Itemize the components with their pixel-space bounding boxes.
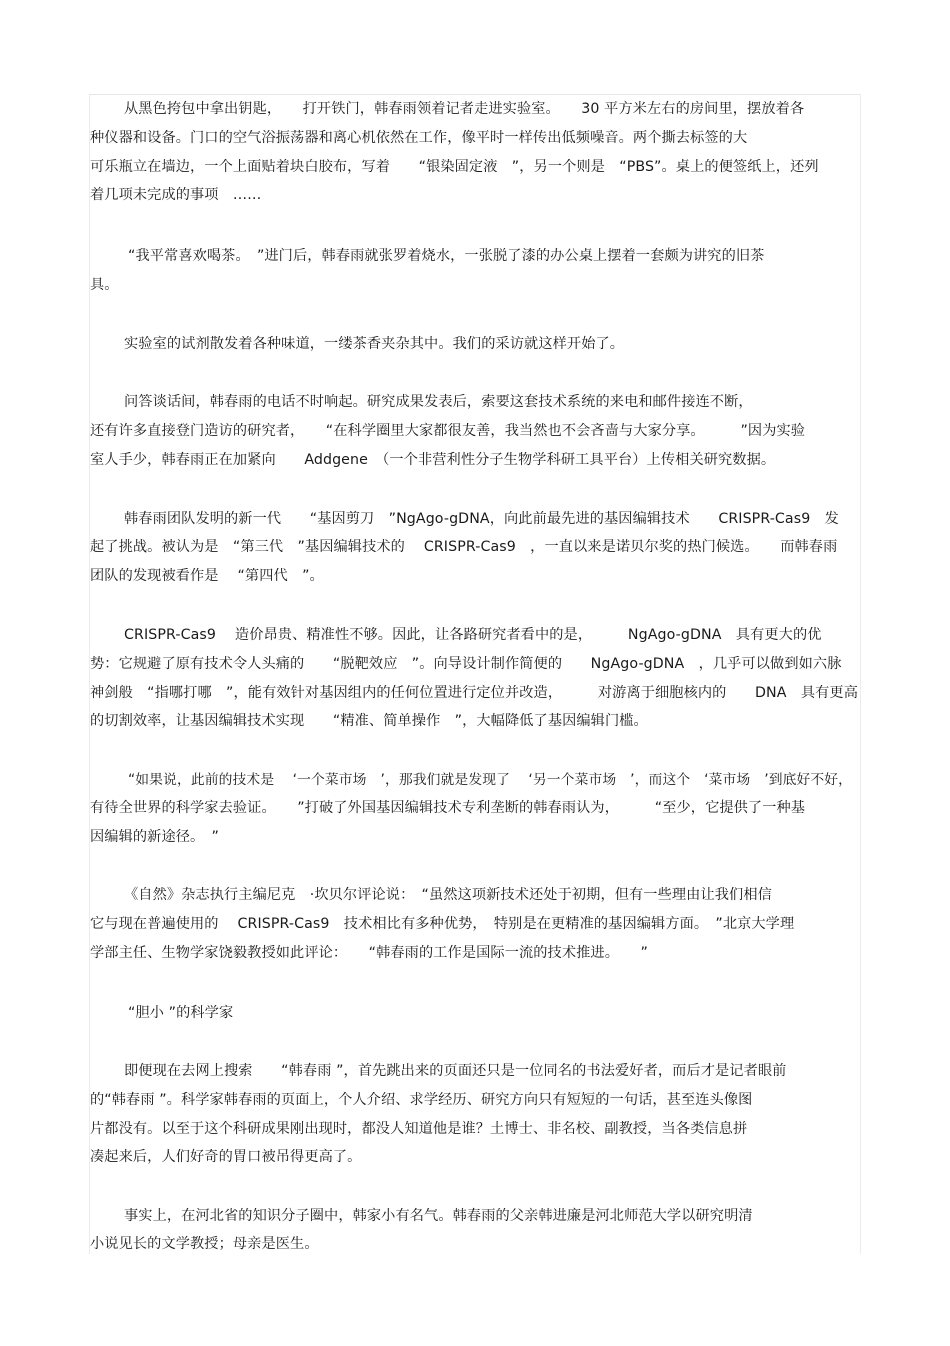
text-line: 起了挑战。被认为是 “第三代 ”基因编辑技术的 CRISPR-Cas9 ，一直以来是诺贝尔奖的热门候选。 而韩春雨 (90, 539, 838, 555)
text-line: 神剑般 “指哪打哪 ”，能有效针对基因组内的任何位置进行定位并改造， 对游离于细胞核内的 DNA 具有更高 (90, 685, 859, 701)
text-line: 凑起来后，人们好奇的胃口被吊得更高了。 (90, 1149, 362, 1165)
text-line: 着几项未完成的事项 …… (90, 187, 262, 203)
text-line: “如果说，此前的技术是 ‘一个菜市场 ’，那我们就是发现了 ‘另一个菜市场 ’，而这个 ‘菜市场 ’到底好不好， (128, 772, 853, 788)
text-line: 学部主任、生物学家饶毅教授如此评论： “韩春雨的工作是国际一流的技术推进。 ” (90, 945, 648, 961)
text-line: 种仪器和设备。门口的空气浴振荡器和离心机依然在工作，像平时一样传出低频噪音。两个撕去标签的大 (90, 130, 748, 146)
document-page (89, 94, 861, 1254)
text-line: 因编辑的新途径。 ” (90, 829, 219, 845)
text-line: 即便现在去网上搜索 “韩春雨 ”，首先跳出来的页面还只是一位同名的书法爱好者，而后才是记者眼前 (124, 1063, 787, 1079)
text-line: “我平常喜欢喝茶。 ”进门后，韩春雨就张罗着烧水，一张脱了漆的办公桌上摆着一套颇为讲究的旧茶 (128, 248, 765, 264)
text-line: 问答谈话间，韩春雨的电话不时响起。研究成果发表后，索要这套技术系统的来电和邮件接连不断， (124, 394, 753, 410)
text-line: 事实上，在河北省的知识分子圈中，韩家小有名气。韩春雨的父亲韩进廉是河北师范大学以研究明清 (124, 1208, 753, 1224)
text-line: 小说见长的文学教授；母亲是医生。 (90, 1236, 319, 1252)
text-line: CRISPR-Cas9 造价昂贵、精准性不够。因此，让各路研究者看中的是， NgAgo-gDNA 具有更大的优 (124, 627, 822, 643)
text-line: 实验室的试剂散发着各种味道，一缕茶香夹杂其中。我们的采访就这样开始了。 (124, 336, 625, 352)
text-line: 还有许多直接登门造访的研究者， “在科学圈里大家都很友善，我当然也不会吝啬与大家分享。 ”因为实验 (90, 423, 806, 439)
text-line: 韩春雨团队发明的新一代 “基因剪刀 ”NgAgo-gDNA，向此前最先进的基因编辑技术 CRISPR-Cas9 发 (124, 511, 839, 527)
text-line: 室人手少，韩春雨正在加紧向 Addgene （一个非营利性分子生物学科研工具平台）上传相关研究数据。 (90, 452, 776, 468)
text-line: 片都没有。以至于这个科研成果刚出现时，都没人知道他是谁？土博士、非名校、副教授，当各类信息拼 (90, 1121, 748, 1137)
text-line: 团队的发现被看作是 “第四代 ”。 (90, 568, 324, 584)
text-line: 有待全世界的科学家去验证。 ”打破了外国基因编辑技术专利垄断的韩春雨认为， “至少，它提供了一种基 (90, 800, 806, 816)
text-line: 它与现在普遍使用的 CRISPR-Cas9 技术相比有多种优势， 特别是在更精准的基因编辑方面。 ”北京大学理 (90, 916, 795, 932)
text-line: 的“韩春雨 ”。科学家韩春雨的页面上，个人介绍、求学经历、研究方向只有短短的一句话，甚至连头像图 (90, 1092, 753, 1108)
text-line: 具。 (90, 277, 119, 293)
text-line: 《自然》杂志执行主编尼克 ·坎贝尔评论说： “虽然这项新技术还处于初期，但有一些理由让我们相信 (124, 887, 772, 903)
heading-text: “胆小 ”的科学家 (128, 1005, 234, 1021)
text-line: 势：它规避了原有技术令人头痛的 “脱靶效应 ”。向导设计制作简便的 NgAgo-gDNA ，几乎可以做到如六脉 (90, 656, 842, 672)
text-line: 可乐瓶立在墙边，一个上面贴着块白胶布，写着 “银染固定液 ”，另一个则是 “PBS”。桌上的便签纸上，还列 (90, 159, 819, 175)
text-line: 的切割效率，让基因编辑技术实现 “精准、简单操作 ”，大幅降低了基因编辑门槛。 (90, 713, 648, 729)
text-line: 从黑色挎包中拿出钥匙， 打开铁门，韩春雨领着记者走进实验室。 30 平方米左右的房间里，摆放着各 (124, 101, 805, 117)
